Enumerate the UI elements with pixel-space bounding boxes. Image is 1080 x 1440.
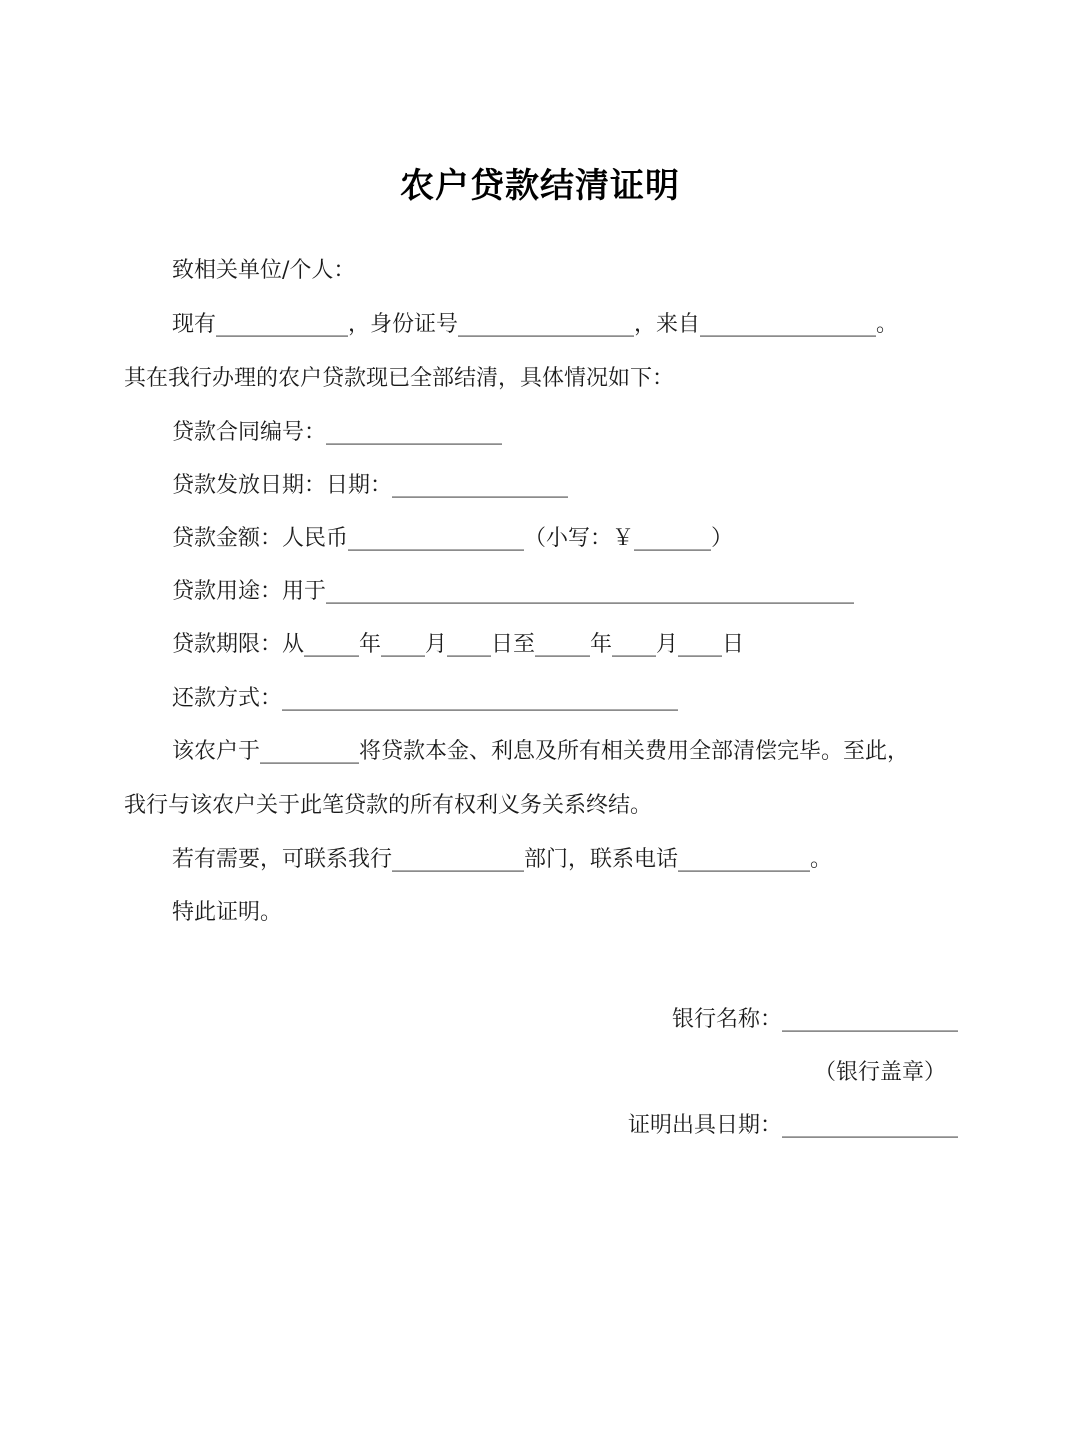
intro-line-1: 现有____________，身份证号________________，来自________________。: [172, 312, 899, 337]
document-title: 农户贷款结清证明: [400, 166, 680, 206]
settlement-line-1: 该农户于_________将贷款本金、利息及所有相关费用全部清偿完毕。至此，: [172, 739, 910, 764]
closing-statement: 特此证明。: [172, 900, 283, 925]
field-term: 贷款期限：从_____年____月____日至_____年____月____日: [172, 632, 745, 657]
field-amount: 贷款金额：人民币________________（小写：￥_______）: [172, 526, 734, 551]
settlement-line-2: 我行与该农户关于此笔贷款的所有权利义务关系终结。: [124, 793, 653, 818]
field-issue-date: 贷款发放日期：日期：________________: [172, 473, 569, 498]
field-contract-number: 贷款合同编号：________________: [172, 420, 503, 445]
salutation: 致相关单位/个人：: [172, 258, 356, 283]
field-repayment: 还款方式：____________________________________: [172, 686, 679, 711]
signature-bank-name: 银行名称：________________: [671, 1007, 958, 1032]
field-purpose: 贷款用途：用于________________________________________________: [172, 579, 855, 604]
contact-line: 若有需要，可联系我行____________部门，联系电话____________。: [172, 847, 833, 872]
signature-issue-date: 证明出具日期：________________: [627, 1113, 958, 1138]
intro-line-2: 其在我行办理的农户贷款现已全部结清，具体情况如下：: [124, 366, 675, 391]
signature-seal-note: （银行盖章）: [813, 1060, 946, 1085]
